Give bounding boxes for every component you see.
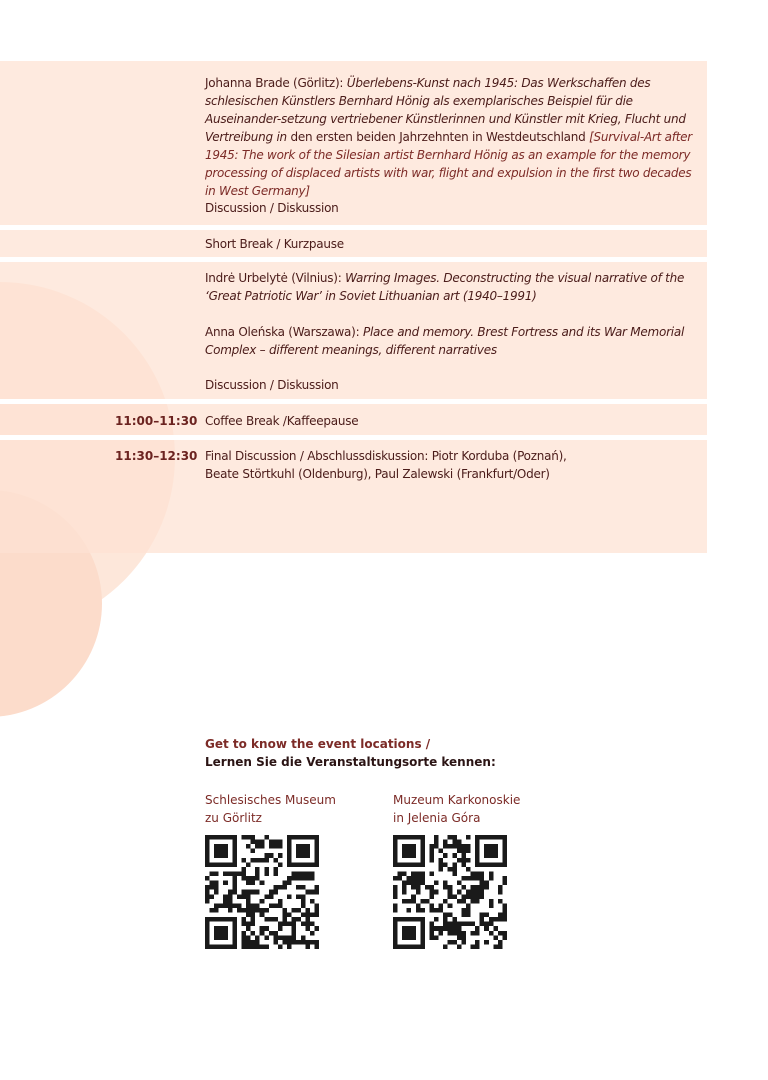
coffee-break: Coffee Break /Kaffeepause	[205, 414, 359, 428]
qr-code-goerlitz[interactable]	[205, 835, 319, 949]
separator	[0, 257, 707, 262]
speaker-olenska: Anna Oleńska (Warszawa):	[205, 325, 360, 339]
final-discussion-line2: Beate Störtkuhl (Oldenburg), Paul Zalewski (Frankfurt/Oder)	[205, 467, 550, 481]
locations-heading-de: Lernen Sie die Veranstaltungsorte kennen:	[205, 755, 496, 769]
short-break: Short Break / Kurzpause	[205, 237, 344, 251]
lecture-urbelyte	[205, 269, 703, 305]
title-brade-de: Überlebens-Kunst nach 1945: Das Werkschaffen des schlesischen Künstlers Bernhard Hönig als exemplarisches Beispiel für die Auseinander-setzung vertriebener Künstlerinnen und Künstler mit Krieg, Flucht und Vertreibung in	[205, 76, 686, 144]
title-brade-en: [Survival-Art after 1945: The work of the Silesian artist Bernhard Hönig as an example for the memory processing of displaced artists with war, flight and expulsion in the first two decades in West Germany]	[205, 130, 692, 198]
venue-goerlitz	[205, 791, 375, 827]
separator	[0, 399, 707, 404]
final-discussion-line1: Final Discussion / Abschlussdiskussion: Piotr Korduba (Poznań),	[205, 449, 567, 463]
time-final: 11:30–12:30	[115, 449, 198, 463]
lecture-olenska	[205, 323, 703, 359]
qr-code-jelenia-gora[interactable]	[393, 835, 507, 949]
speaker-brade: Johanna Brade (Görlitz):	[205, 76, 344, 90]
final-discussion	[205, 447, 703, 483]
discussion-2: Discussion / Diskussion	[205, 378, 339, 392]
separator	[0, 225, 707, 230]
venue-goerlitz-line2: zu Görlitz	[205, 811, 262, 825]
discussion-1: Discussion / Diskussion	[205, 201, 339, 215]
venue-jelenia-gora	[393, 791, 563, 827]
speaker-urbelyte: Indrė Urbelytė (Vilnius):	[205, 271, 342, 285]
title-olenska: Place and memory. Brest Fortress and its War Memorial Complex – different meanings, different narratives	[205, 325, 685, 357]
locations-heading-en: Get to know the event locations /	[205, 737, 431, 751]
venue-jelenia-gora-line2: in Jelenia Góra	[393, 811, 481, 825]
time-coffee: 11:00–11:30	[115, 414, 198, 428]
locations-heading	[205, 735, 685, 771]
title-urbelyte: Warring Images. Deconstructing the visual narrative of the ‘Great Patriotic War’ in Soviet Lithuanian art (1940–1991)	[205, 271, 685, 303]
title-brade-de-tail: den ersten beiden Jahrzehnten in Westdeutschland	[290, 130, 586, 144]
venue-jelenia-gora-line1: Muzeum Karkonoskie	[393, 793, 521, 807]
lecture-brade	[205, 74, 703, 200]
event-locations	[205, 735, 685, 825]
venue-goerlitz-line1: Schlesisches Museum	[205, 793, 336, 807]
separator	[0, 435, 707, 440]
